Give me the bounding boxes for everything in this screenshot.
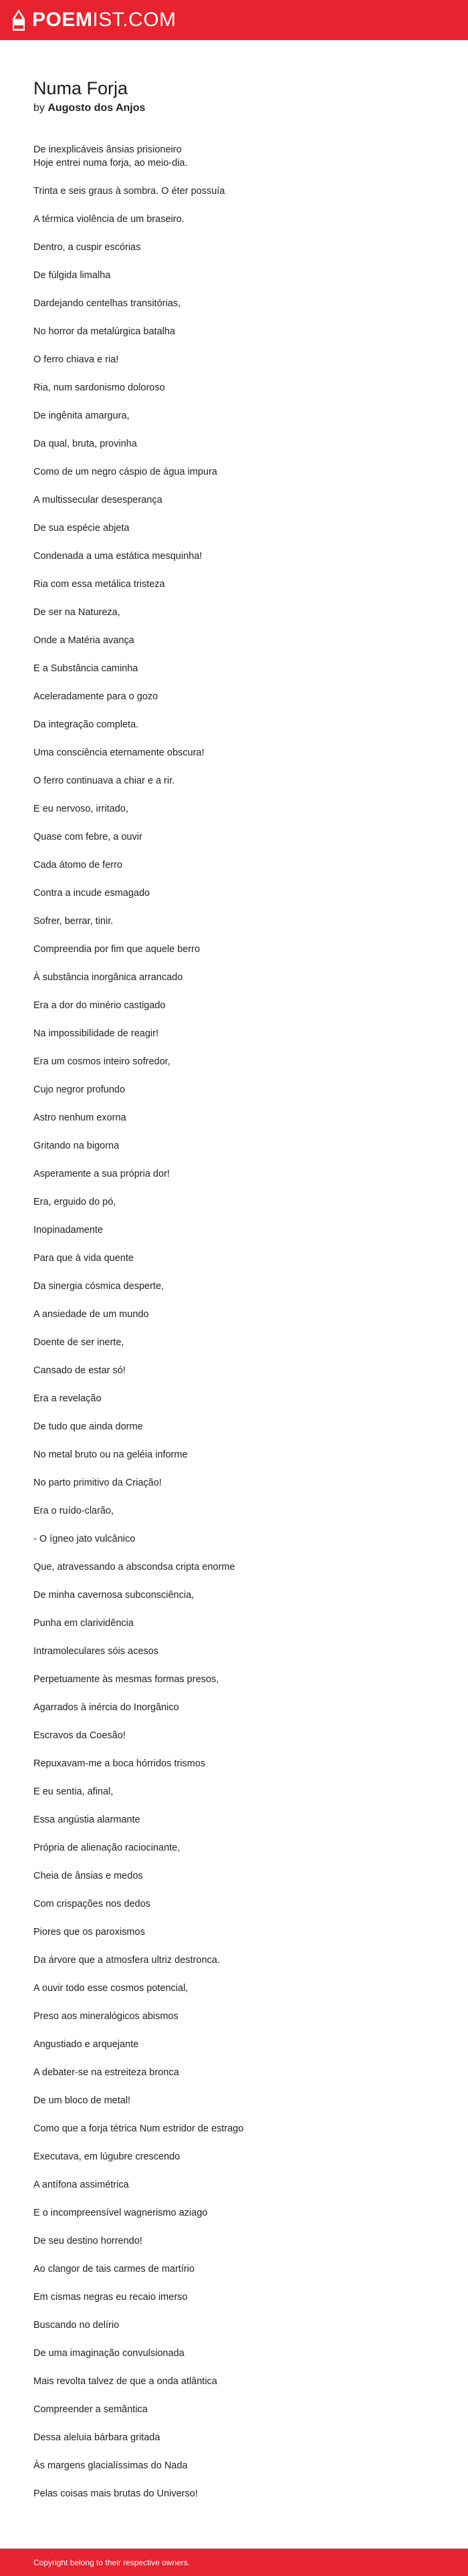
poem-stanza: Como de um negro cáspio de água impura	[33, 467, 217, 477]
poem-stanza: Dentro, a cuspir escórias	[33, 242, 141, 253]
poem-stanza: No horror da metalúrgica batalha	[33, 326, 175, 337]
poem-stanza: Da integração completa.	[33, 719, 139, 730]
poem-stanza: De ingênita amargura,	[33, 411, 130, 421]
poem-stanza: E eu sentia, afinal,	[33, 1786, 114, 1797]
poem-stanza: Era o ruído-clarão,	[33, 1506, 114, 1516]
copyright-text: Copyright belong to their respective owners.	[33, 2557, 191, 2567]
poem-stanza: Da qual, bruta, provinha	[33, 439, 137, 449]
author-link[interactable]: Augosto dos Anjos	[47, 102, 146, 114]
poem-stanza: Executava, em lúgubre crescendo	[33, 2151, 181, 2162]
poem-stanza: E a Substância caminha	[33, 663, 138, 674]
brand-bold: POEM	[32, 9, 93, 31]
poem-stanza: Buscando no delírio	[33, 2320, 120, 2331]
poem-stanza: Ao clangor de tais carmes de martírio	[33, 2264, 195, 2274]
poem-stanza: Cansado de estar só!	[33, 1365, 126, 1376]
poem-stanza: Compreender a semântica	[33, 2404, 148, 2415]
poem-stanza: Doente de ser inerte,	[33, 1337, 124, 1348]
poem-stanza: De um bloco de metal!	[33, 2095, 131, 2106]
poem-stanza: Dessa aleluia bárbara gritada	[33, 2432, 160, 2443]
poem-stanza: A ansiedade de um mundo	[33, 1309, 149, 1320]
poem-stanza: Mais revolta talvez de que a onda atlântica	[33, 2376, 217, 2387]
poem-stanza: Que, atravessando a abscondsa cripta enorme	[33, 1562, 235, 1572]
poem-stanza: Trinta e seis graus à sombra. O éter possuía	[33, 186, 225, 197]
poem-stanza: De minha cavernosa subconsciência,	[33, 1590, 195, 1601]
poem-stanza: A debater-se na estreiteza bronca	[33, 2067, 179, 2078]
poem-title: Numa Forja	[33, 78, 128, 98]
poem-stanza: No parto primitivo da Criação!	[33, 1478, 162, 1488]
poem-stanza: O ferro chiava e ria!	[33, 354, 119, 365]
poem-stanza: Asperamente a sua própria dor!	[33, 1169, 170, 1179]
poem-stanza: De seu destino horrendo!	[33, 2236, 142, 2246]
brand-light: IST.COM	[92, 9, 177, 31]
poem-stanza: Astro nenhum exorna	[33, 1113, 126, 1123]
poem-stanza: Da árvore que a atmosfera ultriz destronca.	[33, 1955, 220, 1966]
poem-stanza: Condenada a uma estática mesquinha!	[33, 551, 203, 562]
poem-stanza: Piores que os paroxismos	[33, 1927, 145, 1938]
poem-stanza: Ria com essa metálica tristeza	[33, 579, 165, 590]
poem-stanza: De uma imaginação convulsionada	[33, 2348, 185, 2359]
poem-stanza: A antífona assimétrica	[33, 2180, 129, 2190]
poem-stanza: Era um cosmos inteiro sofredor,	[33, 1056, 170, 1067]
poem-stanza: E eu nervoso, irritado,	[33, 804, 128, 814]
poem-stanza: Inopinadamente	[33, 1225, 103, 1236]
byline	[33, 102, 435, 115]
poem-stanza: Em cismas negras eu recaio imerso	[33, 2292, 188, 2303]
poem-stanza: - O ígneo jato vulcânico	[33, 1534, 136, 1544]
poem-stanza: Cujo negror profundo	[33, 1084, 126, 1095]
poem-header	[33, 78, 435, 115]
poem-stanza: Às margens glacialíssimas do Nada	[33, 2460, 188, 2471]
poem-stanza: De inexplicáveis ânsias prisioneiro Hoje entrei numa forja, ao meio-dia.	[33, 144, 188, 168]
poem-stanza: Como que a forja tétrica Num estridor de estrago	[33, 2123, 244, 2134]
brand-name	[32, 9, 177, 31]
poem-stanza: De sua espécie abjeta	[33, 523, 130, 534]
poem-stanza: Com crispações nos dedos	[33, 1899, 150, 1909]
poem-stanza: Era a dor do minério castigado	[33, 1000, 166, 1011]
poem-stanza: Angustiado e arquejante	[33, 2039, 139, 2050]
poem-stanza: Perpetuamente às mesmas formas presos,	[33, 1674, 219, 1685]
top-bar	[0, 0, 468, 40]
poem-stanza: O ferro continuava a chiar e a rir.	[33, 776, 175, 786]
site-logo[interactable]	[11, 9, 177, 31]
poem-stanza: Escravos da Coesão!	[33, 1730, 126, 1741]
poem-stanza: À substância inorgânica arrancado	[33, 972, 183, 983]
poem-stanza: Punha em clarividência	[33, 1618, 134, 1629]
poem-stanza: Contra a incude esmagado	[33, 888, 150, 899]
poem-stanza: Da sinergia cósmica desperte,	[33, 1281, 164, 1292]
by-label: by	[33, 102, 45, 114]
poem-stanza: Essa angústia alarmante	[33, 1814, 140, 1825]
poem-stanza: Repuxavam-me a boca hórridos trismos	[33, 1758, 206, 1769]
poem-stanza: Aceleradamente para o gozo	[33, 691, 158, 702]
poem-body	[33, 143, 448, 2515]
poem-stanza: De ser na Natureza,	[33, 607, 120, 618]
poem-stanza: E o incompreensível wagnerismo aziago	[33, 2208, 208, 2218]
poem-stanza: A ouvir todo esse cosmos potencial,	[33, 1983, 189, 1994]
poem-stanza: Era, erguido do pó,	[33, 1197, 116, 1207]
poem-stanza: De fúlgida limalha	[33, 270, 111, 281]
poem-stanza: No metal bruto ou na geléia informe	[33, 1449, 188, 1460]
poem-stanza: Pelas coisas mais brutas do Universo!	[33, 2488, 198, 2499]
poem-stanza: Cada átomo de ferro	[33, 860, 122, 870]
poem-stanza: Cheia de ânsias e medos	[33, 1871, 143, 1881]
poem-stanza: Era a revelação	[33, 1393, 102, 1404]
poem-stanza: Própria de alienação raciocinante,	[33, 1843, 181, 1853]
poem-stanza: De tudo que ainda dorme	[33, 1421, 143, 1432]
poem-stanza: Uma consciência eternamente obscura!	[33, 747, 205, 758]
footer-bar	[0, 2549, 468, 2576]
poem-stanza: Dardejando centelhas transitórias,	[33, 298, 181, 309]
poem-stanza: Intramoleculares sóis acesos	[33, 1646, 158, 1657]
poem-stanza: Agarrados à inércia do Inorgânico	[33, 1702, 179, 1713]
poem-stanza: A multissecular desesperança	[33, 495, 162, 505]
poem-stanza: Sofrer, berrar, tinir.	[33, 916, 114, 927]
poem-stanza: Quase com febre, a ouvir	[33, 832, 142, 842]
poem-stanza: Para que à vida quente	[33, 1253, 134, 1264]
poem-stanza: Ria, num sardonismo doloroso	[33, 382, 165, 393]
poem-stanza: Na impossibilidade de reagir!	[33, 1028, 158, 1039]
poem-stanza: Preso aos mineralógicos abismos	[33, 2011, 179, 2022]
poem-stanza: Gritando na bigorna	[33, 1141, 120, 1151]
pen-nib-icon	[11, 9, 27, 31]
poem-stanza: Onde a Matéria avança	[33, 635, 134, 646]
poem-stanza: A térmica violência de um braseiro.	[33, 214, 185, 225]
poem-stanza: Compreendia por fim que aquele berro	[33, 944, 201, 955]
